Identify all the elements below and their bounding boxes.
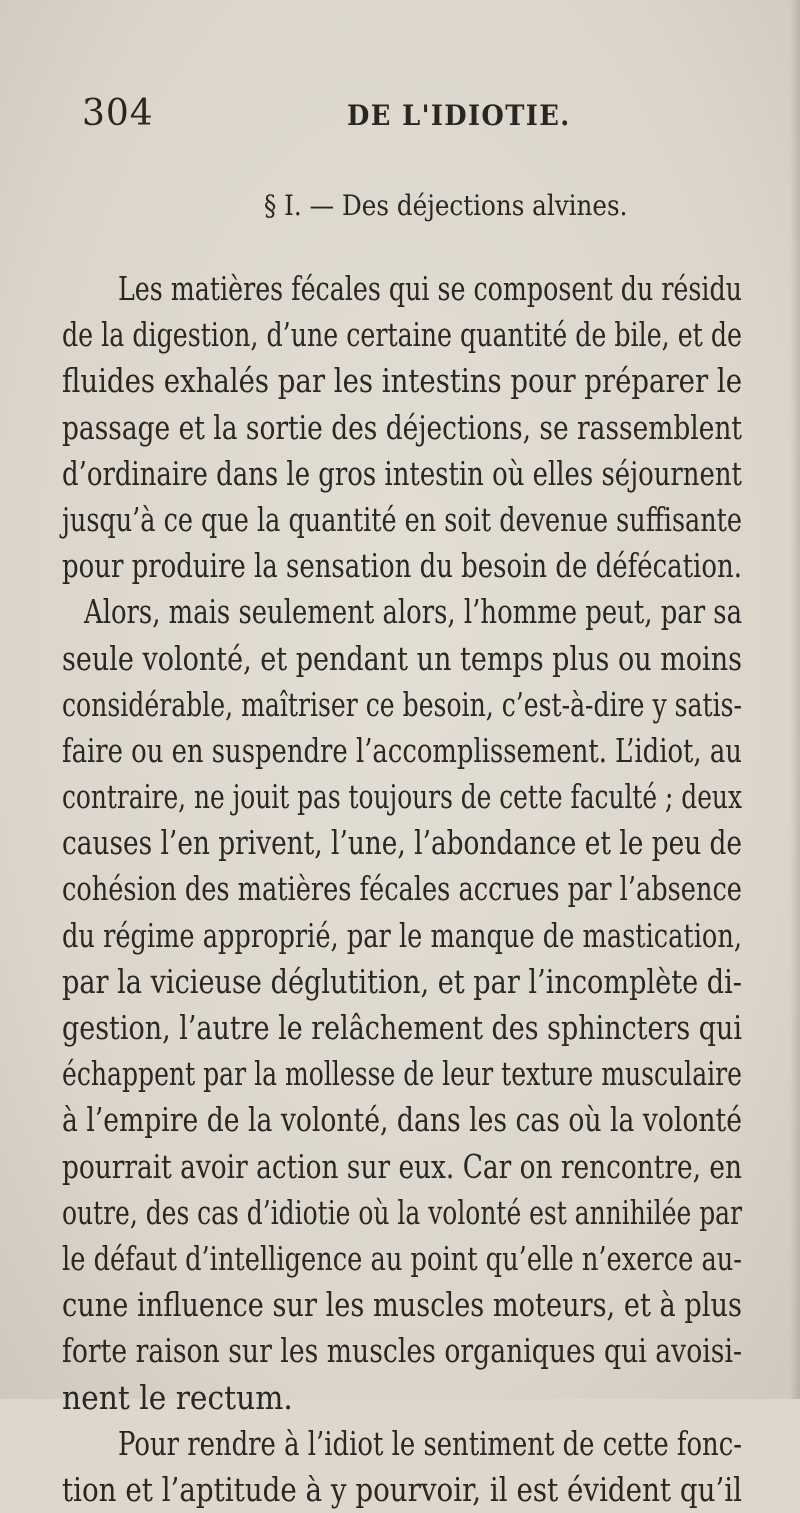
page-edge-shadow <box>790 0 800 1399</box>
text-line: le défaut d’intelligence au point qu’elle n’exerce au- <box>62 1238 742 1278</box>
text-line: Les matières fécales qui se composent du résidu <box>118 269 742 308</box>
text-line: par la vicieuse déglutition, et par l’incomplète di- <box>62 961 742 1001</box>
text-line: du régime approprié, par le manque de mastication, <box>62 915 743 955</box>
text-line: cohésion des matières fécales accrues par l’absence <box>62 869 742 909</box>
text-line: d’ordinaire dans le gros intestin où elles séjournent <box>62 453 742 493</box>
text-line: forte raison sur les muscles organiques qui avoisi- <box>62 1331 743 1371</box>
running-title: DE L'IDIOTIE. <box>347 99 571 132</box>
text-line: contraire, ne jouit pas toujours de cette faculté ; deux <box>62 777 742 817</box>
text-line: gestion, l’autre le relâchement des sphincters qui <box>62 1008 743 1047</box>
text-line: seule volonté, et pendant un temps plus ou moins <box>62 638 742 678</box>
text-line: nent le rectum. <box>62 1377 293 1417</box>
text-line: tion et l’aptitude à y pourvoir, il est évident qu’il <box>62 1469 743 1509</box>
text-line: considérable, maîtriser ce besoin, c’est-à-dire y satis- <box>62 684 742 724</box>
text-line: de la digestion, d’une certaine quantité de bile, et de <box>62 315 743 355</box>
body-text <box>62 266 742 1513</box>
text-line: fluides exhalés par les intestins pour préparer le <box>62 361 742 401</box>
text-line: pourrait avoir action sur eux. Car on rencontre, en <box>62 1146 742 1186</box>
text-line: à l’empire de la volonté, dans les cas où la volonté <box>62 1100 742 1140</box>
page-header <box>82 92 742 136</box>
section-heading: § I. — Des déjections alvines. <box>264 189 628 222</box>
text-line: échappent par la mollesse de leur texture musculaire <box>62 1054 742 1094</box>
text-line: outre, des cas d’idiotie où la volonté est annihilée par <box>62 1192 742 1232</box>
text-line: passage et la sortie des déjections, se rassemblent <box>62 407 743 447</box>
text-line: faire ou en suspendre l’accomplissement. L’idiot, au <box>62 730 742 770</box>
page-number: 304 <box>82 93 154 134</box>
text-line: pour produire la sensation du besoin de défécation. <box>62 546 742 586</box>
text-line: causes l’en privent, l’une, l’abondance et le peu de <box>62 823 743 863</box>
text-line: jusqu’à ce que la quantité en soit devenue suffisante <box>62 499 743 539</box>
text-line: cune influence sur les muscles moteurs, et à plus <box>62 1285 742 1325</box>
text-line: Alors, mais seulement alors, l’homme peut, par sa <box>84 592 743 632</box>
text-line: Pour rendre à l’idiot le sentiment de cette fonc- <box>118 1423 742 1463</box>
